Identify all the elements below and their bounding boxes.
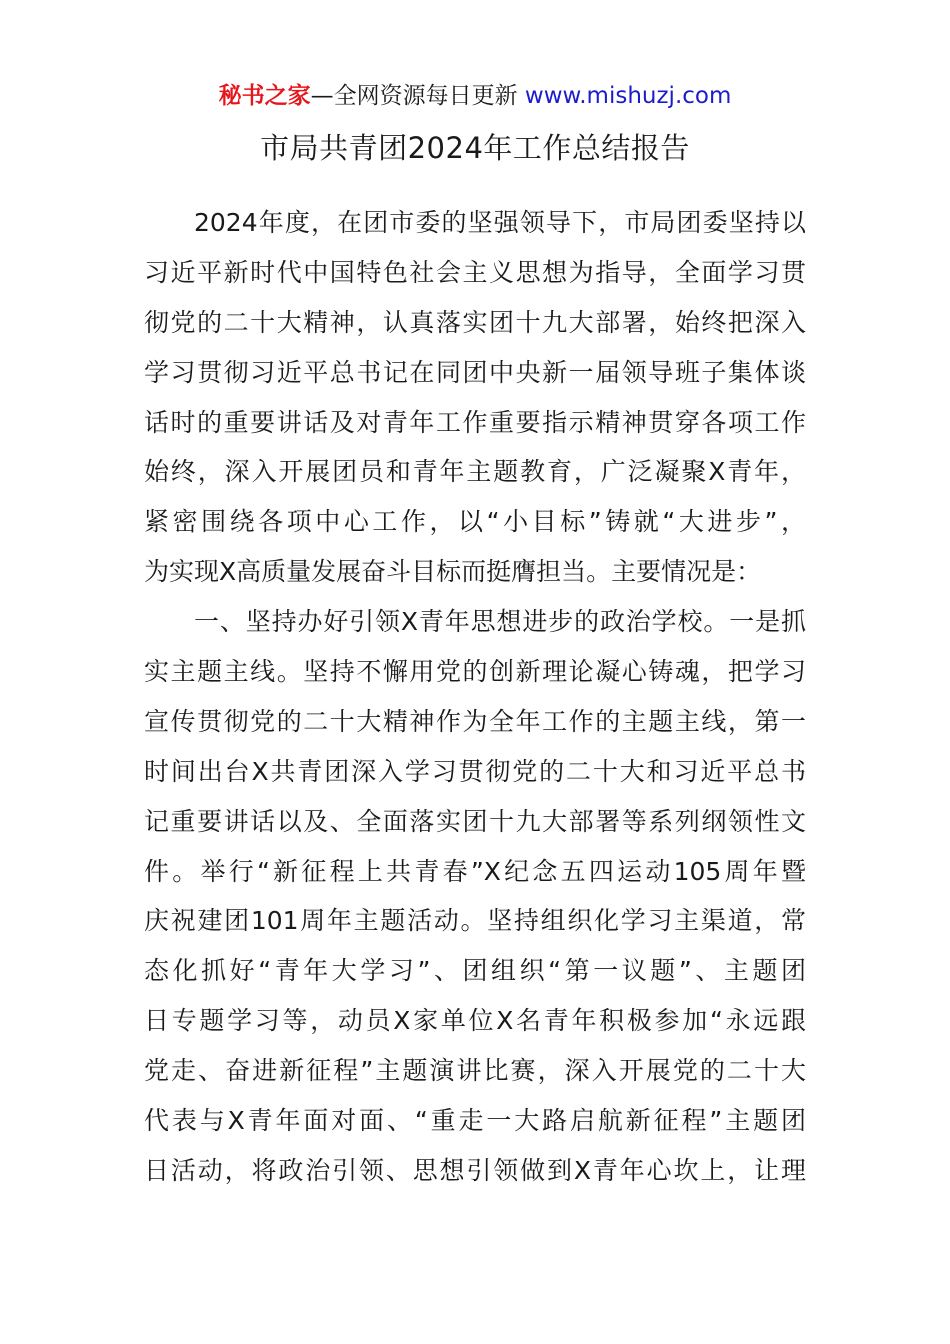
text-line: 党走、奋进新征程”主题演讲比赛，深入开展党的二十大 bbox=[144, 1056, 806, 1086]
text-line: 紧密围绕各项中心工作，以“小目标”铸就“大进步”， bbox=[144, 507, 806, 537]
document-title: 市局共青团2024年工作总结报告 bbox=[260, 131, 690, 165]
text-line: 学习贯彻习近平总书记在同团中央新一届领导班子集体谈 bbox=[144, 357, 806, 387]
text-line: 2024年度，在团市委的坚强领导下，市局团委坚持以 bbox=[194, 208, 806, 237]
text-line: 态化抓好“青年大学习”、团组织“第一议题”、主题团 bbox=[144, 956, 806, 986]
site-tagline: —全网资源每日更新 bbox=[310, 83, 518, 109]
document-body bbox=[144, 198, 806, 1196]
text-line: 为实现X高质量发展奋斗目标而挺膺担当。主要情况是： bbox=[144, 557, 762, 587]
text-line: 宣传贯彻党的二十大精神作为全年工作的主题主线，第一 bbox=[144, 706, 806, 736]
text-line: 庆祝建团101周年主题活动。坚持组织化学习主渠道，常 bbox=[144, 906, 806, 936]
text-line: 日专题学习等，动员X家单位X名青年积极参加“永远跟 bbox=[144, 1006, 806, 1036]
text-line: 彻党的二十大精神，认真落实团十九大部署，始终把深入 bbox=[144, 307, 806, 337]
text-line: 习近平新时代中国特色社会主义思想为指导，全面学习贯 bbox=[144, 257, 806, 287]
text-line: 时间出台X共青团深入学习贯彻党的二十大和习近平总书 bbox=[144, 756, 806, 786]
text-line: 实主题主线。坚持不懈用党的创新理论凝心铸魂，把学习 bbox=[144, 657, 806, 687]
text-line: 件。举行“新征程上共青春”X纪念五四运动105周年暨 bbox=[144, 856, 806, 886]
text-line: 一、坚持办好引领X青年思想进步的政治学校。一是抓 bbox=[194, 607, 806, 637]
site-header bbox=[0, 80, 950, 112]
site-name: 秘书之家 bbox=[218, 83, 311, 109]
text-line: 始终，深入开展团员和青年主题教育，广泛凝聚X青年， bbox=[144, 457, 806, 487]
text-line: 话时的重要讲话及对青年工作重要指示精神贯穿各项工作 bbox=[144, 407, 806, 437]
text-line: 记重要讲话以及、全面落实团十九大部署等系列纲领性文 bbox=[144, 806, 806, 836]
text-line: 日活动，将政治引领、思想引领做到X青年心坎上，让理 bbox=[144, 1155, 806, 1185]
text-line: 代表与X青年面对面、“重走一大路启航新征程”主题团 bbox=[144, 1106, 806, 1136]
site-url-link[interactable]: www.mishuzj.com bbox=[524, 83, 732, 109]
